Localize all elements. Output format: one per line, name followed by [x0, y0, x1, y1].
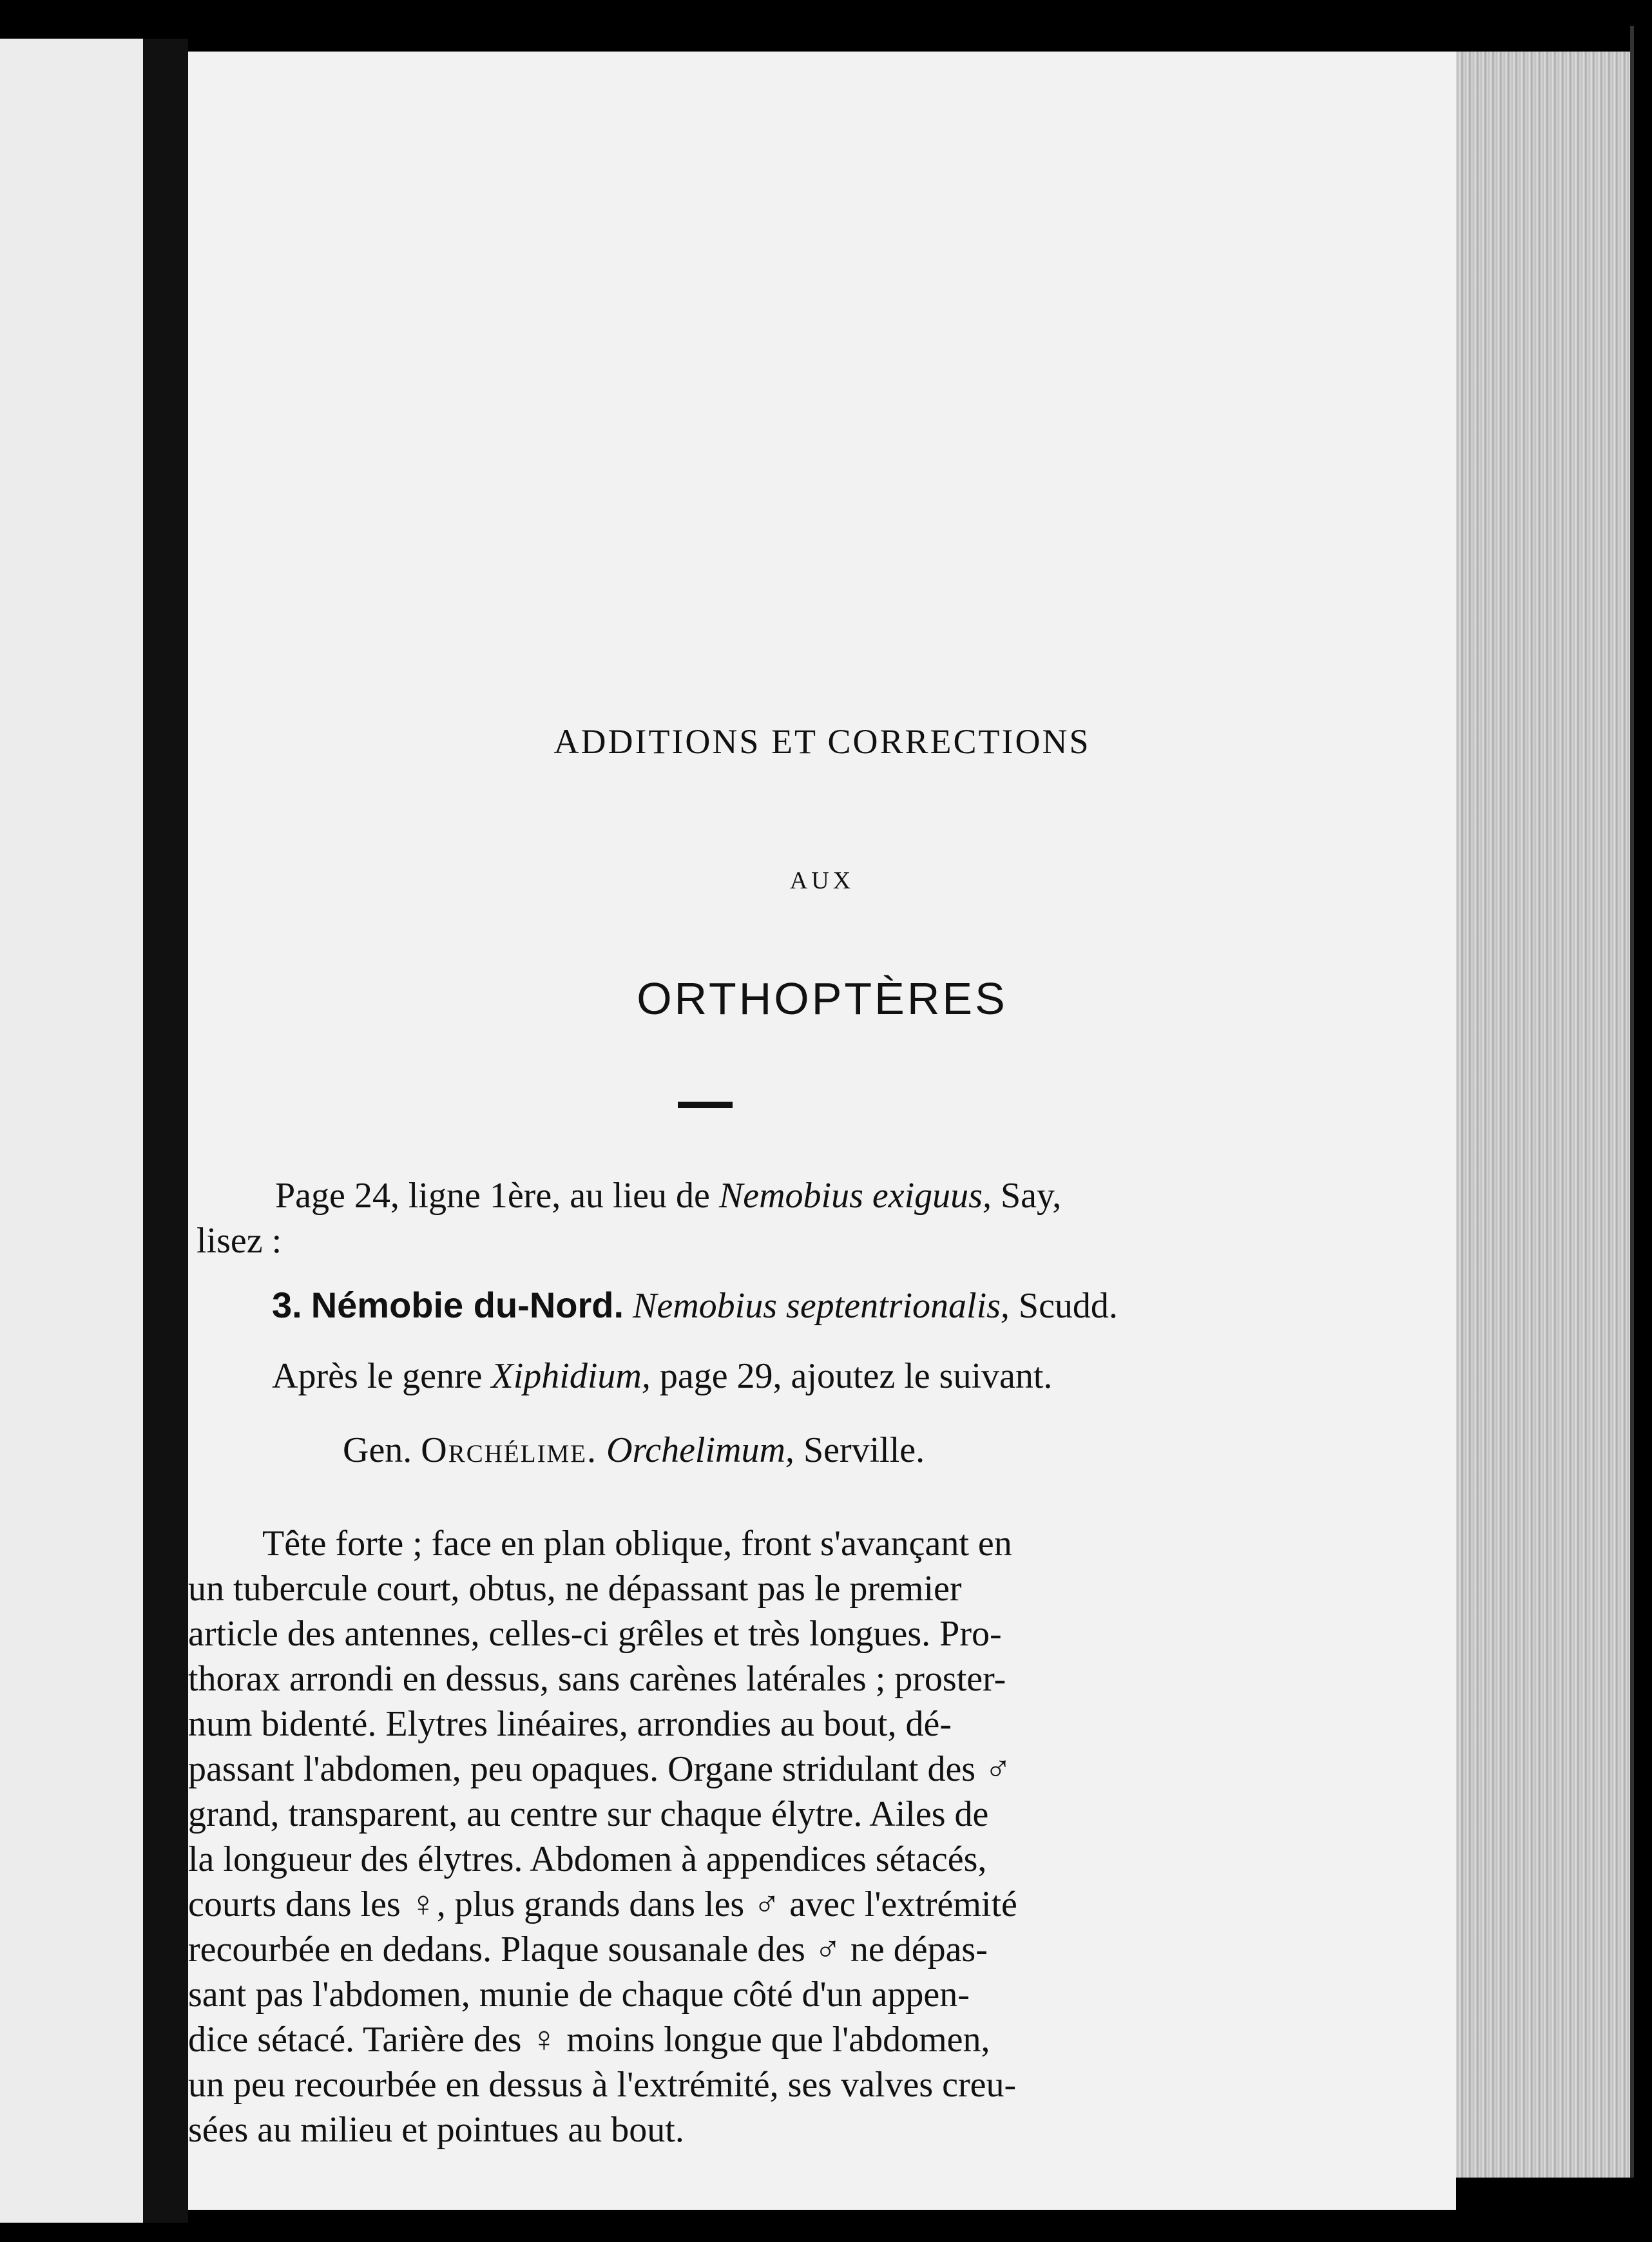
- genus-entry: [343, 1427, 925, 1473]
- correction-line-2: lisez :: [197, 1221, 282, 1261]
- description-line: sant pas l'abdomen, munie de chaque côté d'un appen-: [188, 1975, 970, 2015]
- page-block-edge: [1456, 52, 1630, 2178]
- heading-orthopteres: ORTHOPTÈRES: [637, 973, 1008, 1024]
- description-line: grand, transparent, au centre sur chaque élytre. Ailes de: [188, 1794, 989, 1834]
- addition-line: [272, 1353, 1052, 1399]
- description-line: article des antennes, celles-ci grêles et très longues. Pro-: [188, 1614, 1002, 1654]
- description-line: Tête forte ; face en plan oblique, front s'avançant en: [262, 1524, 1012, 1564]
- correction-author: Say,: [1000, 1176, 1062, 1216]
- species-author: Scudd.: [1018, 1286, 1118, 1326]
- description-line: un peu recourbée en dessus à l'extrémité, ses valves creu-: [188, 2065, 1017, 2105]
- correction-text: Page 24, ligne 1ère, au lieu de: [275, 1176, 710, 1216]
- correction-line-1: [275, 1173, 1061, 1219]
- description-line: sées au milieu et pointues au bout.: [188, 2110, 684, 2150]
- addition-genus: Xiphidium,: [491, 1356, 651, 1396]
- description-line: passant l'abdomen, peu opaques. Organe stridulant des ♂: [188, 1749, 1012, 1789]
- species-latin-name: Nemobius septentrionalis,: [633, 1286, 1010, 1326]
- left-page-edge: [0, 39, 143, 2223]
- genus-common-name: Orchélime.: [421, 1430, 598, 1470]
- genus-latin-name: Orchelimum,: [606, 1430, 794, 1470]
- description-line: un tubercule court, obtus, ne dépassant pas le premier: [188, 1569, 962, 1609]
- description-line: courts dans les ♀, plus grands dans les ♂ avec l'extrémité: [188, 1884, 1017, 1924]
- genus-author: Serville.: [803, 1430, 925, 1470]
- addition-text-a: Après le genre: [272, 1356, 483, 1396]
- genus-prefix: Gen.: [343, 1430, 412, 1470]
- heading-additions: ADDITIONS ET CORRECTIONS: [553, 722, 1091, 761]
- species-entry: [272, 1282, 1118, 1329]
- description-line: la longueur des élytres. Abdomen à appendices sétacés,: [188, 1839, 987, 1879]
- correction-latin-name: Nemobius exiguus,: [718, 1176, 992, 1216]
- species-common-name: Némobie du-Nord.: [311, 1285, 624, 1325]
- addition-text-b: page 29, ajoutez le suivant.: [659, 1356, 1053, 1396]
- description-line: dice sétacé. Tarière des ♀ moins longue que l'abdomen,: [188, 2020, 990, 2060]
- description-line: thorax arrondi en dessus, sans carènes latérales ; proster-: [188, 1659, 1006, 1699]
- book-page: [188, 52, 1456, 2210]
- description-line: num bidenté. Elytres linéaires, arrondies au bout, dé-: [188, 1704, 952, 1744]
- page-edge-shadow: [1630, 26, 1634, 2178]
- heading-aux: AUX: [789, 867, 855, 894]
- section-rule: [678, 1102, 733, 1108]
- book-binding: [143, 39, 188, 2223]
- description-line: recourbée en dedans. Plaque sousanale des ♂ ne dépas-: [188, 1930, 988, 1969]
- species-number: 3.: [272, 1285, 302, 1325]
